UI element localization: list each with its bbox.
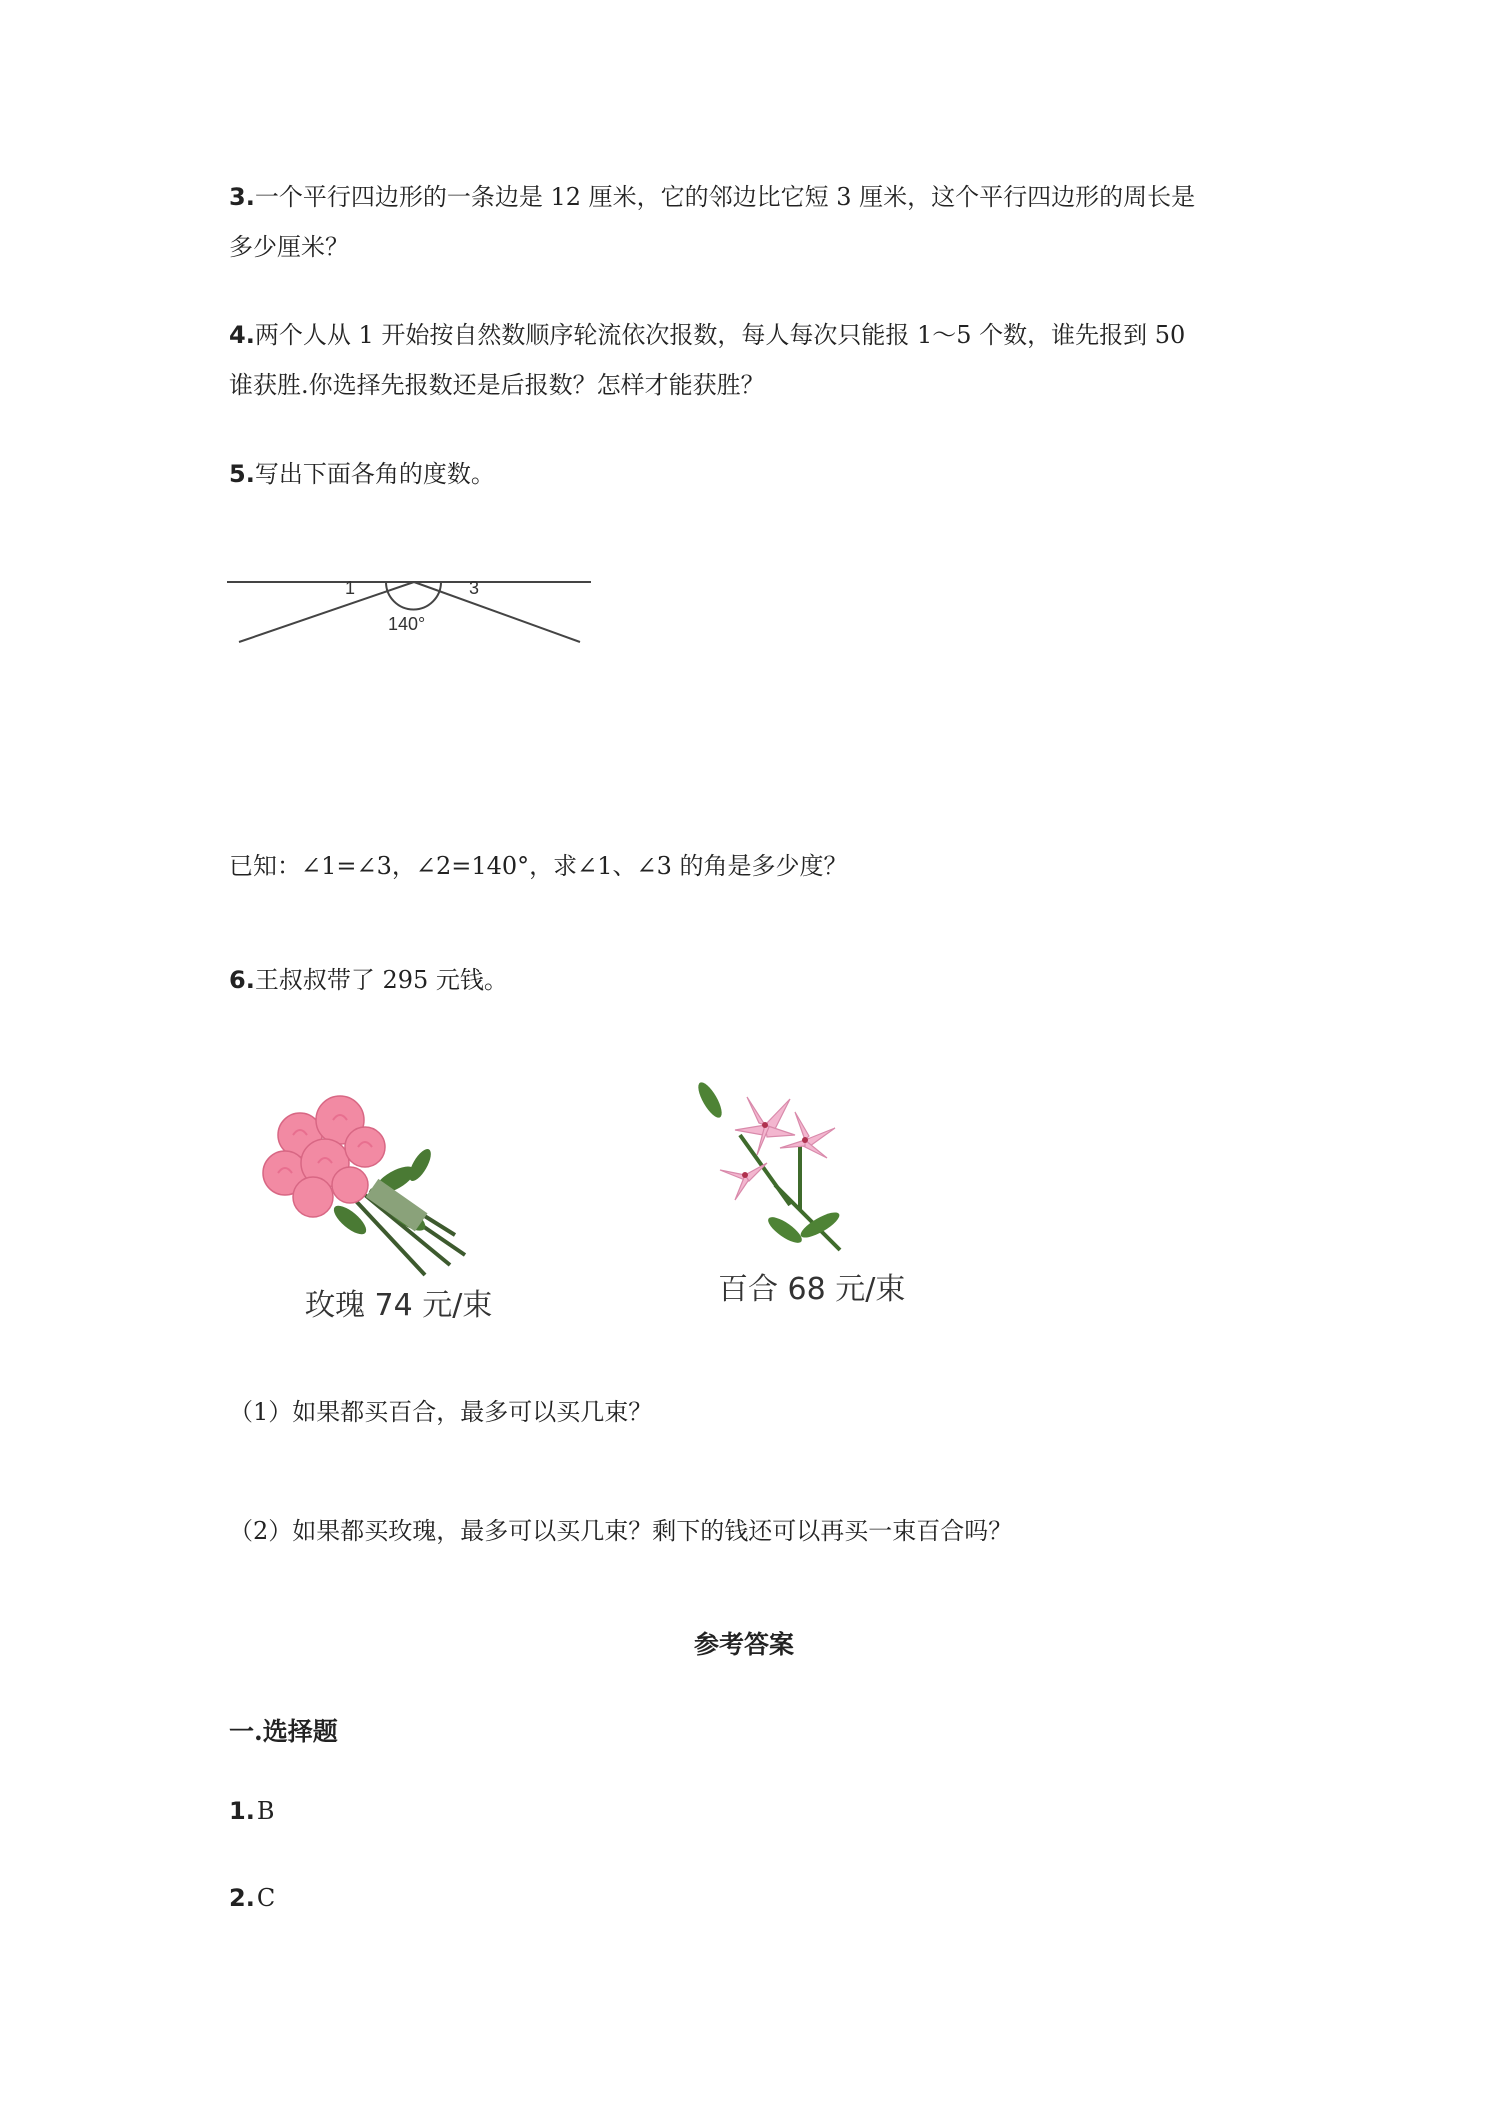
question-5-given: 已知：∠1=∠3，∠2=140°，求∠1、∠3 的角是多少度？	[229, 852, 848, 880]
question-4-line-1	[229, 310, 1289, 360]
lily-flower-image	[690, 1075, 860, 1260]
question-6	[229, 955, 1289, 1005]
angle-3-label: 3	[469, 578, 480, 598]
answer-number: 1.	[229, 1797, 255, 1825]
answer-number: 2.	[229, 1884, 255, 1912]
answer-key-title: 参考答案	[693, 1630, 794, 1659]
answer-item	[229, 1884, 275, 1912]
question-6-part-1: （1）如果都买百合，最多可以买几束？	[229, 1398, 653, 1426]
question-4	[229, 310, 1289, 410]
angle-2-value-label: 140°	[388, 614, 426, 634]
angle-1-label: 1	[345, 578, 356, 598]
lily-price-caption: 百合 68 元/束	[718, 1272, 906, 1307]
angle-diagram	[225, 560, 595, 650]
rose-price-caption: 玫瑰 74 元/束	[305, 1288, 493, 1323]
question-text: 一个平行四边形的一条边是 12 厘米，它的邻边比它短 3 厘米，这个平行四边形的周长是	[254, 183, 1196, 211]
question-text: 王叔叔带了 295 元钱。	[254, 966, 508, 994]
question-number: 3.	[229, 183, 255, 211]
question-6-line	[229, 955, 1289, 1005]
answer-value: B	[256, 1797, 275, 1825]
answer-item	[229, 1797, 274, 1825]
question-number: 6.	[229, 966, 255, 994]
question-3	[229, 172, 1289, 272]
question-number: 5.	[229, 460, 255, 488]
question-6-part-2: （2）如果都买玫瑰，最多可以买几束？剩下的钱还可以再买一束百合吗？	[229, 1517, 1013, 1545]
question-4-line-2: 谁获胜.你选择先报数还是后报数？怎样才能获胜？	[229, 371, 765, 399]
answer-value: C	[256, 1884, 276, 1912]
question-5	[229, 449, 1289, 499]
question-3-line-1	[229, 172, 1289, 222]
question-text: 写出下面各角的度数。	[254, 460, 495, 488]
question-3-line-2: 多少厘米？	[229, 233, 349, 261]
question-number: 4.	[229, 321, 255, 349]
question-text: 两个人从 1 开始按自然数顺序轮流依次报数，每人每次只能报 1～5 个数，谁先报到 50	[254, 321, 1186, 349]
question-5-line	[229, 449, 1289, 499]
answer-section-heading: 一.选择题	[229, 1717, 338, 1746]
angle-2-arc	[386, 582, 441, 610]
rose-bouquet-image	[255, 1085, 485, 1280]
